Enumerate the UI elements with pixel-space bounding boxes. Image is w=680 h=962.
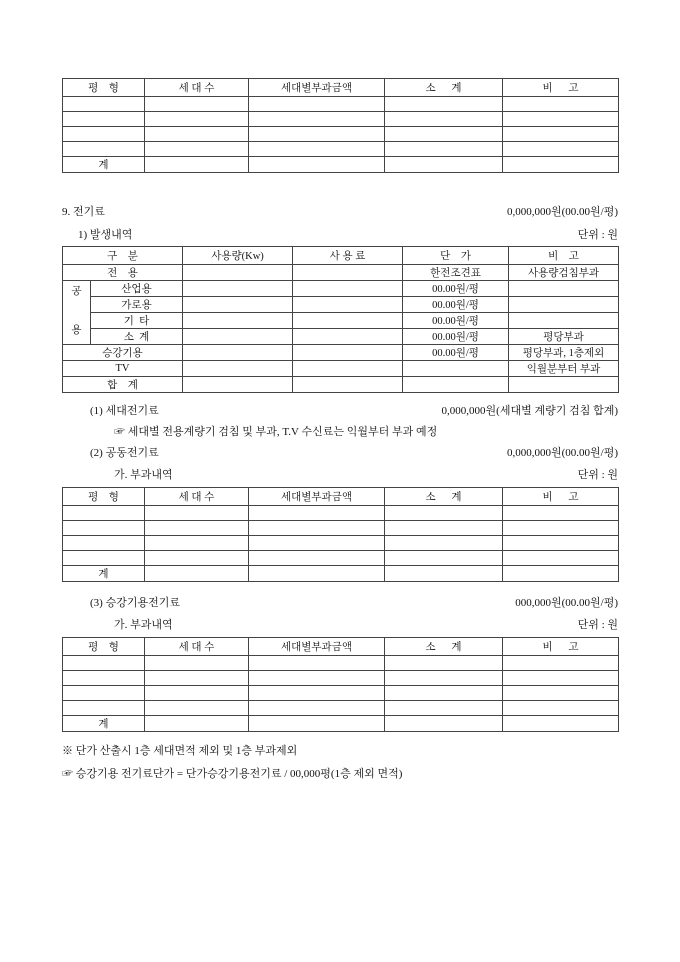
table-header-row — [63, 488, 619, 506]
total-label-cell: 계 — [63, 566, 145, 582]
empty-cell — [503, 536, 619, 551]
row-label-cell: 산업용 — [91, 281, 183, 297]
charge-table-common — [62, 487, 619, 582]
remarks-cell — [509, 377, 619, 393]
empty-cell — [249, 112, 385, 127]
col-header-households: 세 대 수 — [145, 79, 249, 97]
col-header-subtotal: 소 계 — [385, 638, 503, 656]
empty-cell — [249, 671, 385, 686]
usage-cell — [183, 265, 293, 281]
col-header-remarks: 비 고 — [503, 638, 619, 656]
empty-cell — [385, 112, 503, 127]
empty-cell — [63, 671, 145, 686]
empty-cell — [385, 536, 503, 551]
charge-table-top — [62, 78, 619, 173]
row-label-cell: 합 계 — [63, 377, 183, 393]
empty-cell — [385, 656, 503, 671]
col-header-unitprice: 단 가 — [403, 247, 509, 265]
col-header-pyeong: 평 형 — [63, 79, 145, 97]
empty-cell — [249, 701, 385, 716]
footnote-elevator-formula: ☞ 승강기용 전기료단가 = 단가승강기용전기료 / 00,000평(1층 제외 면적) — [62, 768, 403, 780]
empty-cell — [63, 142, 145, 157]
table-row — [63, 521, 619, 536]
empty-cell — [249, 686, 385, 701]
table-row — [63, 701, 619, 716]
col-header-remarks: 비 고 — [509, 247, 619, 265]
elevator-imposition-line — [62, 616, 618, 632]
empty-cell — [385, 686, 503, 701]
electricity-detail-table — [62, 246, 619, 393]
row-exclusive — [63, 265, 619, 281]
col-header-subtotal: 소 계 — [385, 488, 503, 506]
common-group-cell — [63, 281, 91, 345]
remarks-cell — [509, 297, 619, 313]
empty-cell — [145, 506, 249, 521]
empty-cell — [385, 506, 503, 521]
unit-label: 단위 : 원 — [577, 469, 618, 481]
empty-cell — [249, 656, 385, 671]
total-label-cell: 계 — [63, 157, 145, 173]
empty-cell — [249, 716, 385, 732]
fee-cell — [293, 313, 403, 329]
elevator-electricity-amount: 000,000원(00.00원/평) — [515, 597, 618, 609]
empty-cell — [145, 127, 249, 142]
group-bottom-char: 용 — [71, 325, 82, 336]
empty-cell — [249, 142, 385, 157]
table-row — [63, 671, 619, 686]
empty-cell — [503, 97, 619, 112]
household-electricity-note: ☞ 세대별 전용계량기 검침 및 부과, T.V 수신료는 익월부터 부과 예정 — [114, 426, 438, 438]
empty-cell — [145, 157, 249, 173]
unit-label: 단위 : 원 — [577, 619, 618, 631]
household-electricity-line — [62, 402, 618, 418]
empty-cell — [145, 566, 249, 582]
common-imposition-line — [62, 466, 618, 482]
table-row — [63, 97, 619, 112]
empty-cell — [63, 701, 145, 716]
remarks-cell — [509, 281, 619, 297]
fee-cell — [293, 345, 403, 361]
empty-cell — [503, 701, 619, 716]
col-header-fee: 사 용 료 — [293, 247, 403, 265]
empty-cell — [503, 551, 619, 566]
col-header-subtotal: 소 계 — [385, 79, 503, 97]
household-electricity-amount: 0,000,000원(세대별 계량기 검침 합계) — [441, 405, 618, 417]
col-header-remarks: 비 고 — [503, 488, 619, 506]
row-industrial — [63, 281, 619, 297]
table-row — [63, 536, 619, 551]
unitprice-cell: 00.00원/평 — [403, 313, 509, 329]
household-electricity-label: (1) 세대전기료 — [90, 405, 159, 417]
fee-cell — [293, 297, 403, 313]
section-amount: 0,000,000원(00.00원/평) — [506, 206, 618, 218]
usage-cell — [183, 361, 293, 377]
elevator-electricity-label: (3) 승강기용전기료 — [90, 597, 180, 609]
common-imposition-label: 가. 부과내역 — [114, 469, 173, 481]
empty-cell — [249, 157, 385, 173]
empty-cell — [63, 686, 145, 701]
empty-cell — [63, 127, 145, 142]
unit-label: 단위 : 원 — [577, 229, 618, 241]
empty-cell — [503, 112, 619, 127]
empty-cell — [503, 521, 619, 536]
section-electricity-line — [62, 203, 618, 219]
empty-cell — [385, 157, 503, 173]
empty-cell — [145, 112, 249, 127]
empty-cell — [385, 521, 503, 536]
empty-cell — [503, 157, 619, 173]
common-group-label — [65, 281, 88, 339]
common-electricity-amount: 0,000,000원(00.00원/평) — [506, 447, 618, 459]
row-tv — [63, 361, 619, 377]
section-title: 9. 전기료 — [62, 206, 105, 218]
col-header-category: 구 분 — [63, 247, 183, 265]
row-street — [63, 297, 619, 313]
occurrence-detail-line — [62, 226, 618, 242]
usage-cell — [183, 297, 293, 313]
unitprice-cell: 00.00원/평 — [403, 345, 509, 361]
fee-cell — [293, 281, 403, 297]
col-header-households: 세 대 수 — [145, 638, 249, 656]
common-electricity-line — [62, 444, 618, 460]
empty-cell — [145, 716, 249, 732]
empty-cell — [145, 701, 249, 716]
table-header-row — [63, 79, 619, 97]
footnote-exclusion: ※ 단가 산출시 1층 세대면적 제외 및 1층 부과제외 — [62, 745, 298, 757]
empty-cell — [503, 716, 619, 732]
empty-cell — [385, 97, 503, 112]
empty-cell — [145, 686, 249, 701]
unitprice-cell — [403, 361, 509, 377]
unitprice-cell — [403, 377, 509, 393]
row-elevator — [63, 345, 619, 361]
row-label-cell: TV — [63, 361, 183, 377]
fee-cell — [293, 361, 403, 377]
empty-cell — [385, 142, 503, 157]
row-label-cell: 승강기용 — [63, 345, 183, 361]
row-label-cell: 전 용 — [63, 265, 183, 281]
elevator-electricity-line — [62, 594, 618, 610]
usage-cell — [183, 329, 293, 345]
empty-cell — [63, 506, 145, 521]
charge-table-elevator — [62, 637, 619, 732]
elevator-imposition-label: 가. 부과내역 — [114, 619, 173, 631]
row-grand-total — [63, 377, 619, 393]
row-etc — [63, 313, 619, 329]
col-header-pyeong: 평 형 — [63, 638, 145, 656]
fee-cell — [293, 329, 403, 345]
common-electricity-label: (2) 공동전기료 — [90, 447, 159, 459]
empty-cell — [63, 521, 145, 536]
empty-cell — [503, 671, 619, 686]
col-header-amount-per-household: 세대별부과금액 — [249, 488, 385, 506]
group-top-char: 공 — [71, 286, 82, 297]
empty-cell — [249, 521, 385, 536]
empty-cell — [63, 97, 145, 112]
usage-cell — [183, 377, 293, 393]
unitprice-cell: 한전조견표 — [403, 265, 509, 281]
empty-cell — [249, 566, 385, 582]
total-row — [63, 716, 619, 732]
fee-cell — [293, 265, 403, 281]
row-label-cell: 기 타 — [91, 313, 183, 329]
table-row — [63, 686, 619, 701]
row-subtotal — [63, 329, 619, 345]
empty-cell — [385, 551, 503, 566]
col-header-remarks: 비 고 — [503, 79, 619, 97]
empty-cell — [145, 97, 249, 112]
empty-cell — [145, 521, 249, 536]
table-row — [63, 142, 619, 157]
empty-cell — [385, 671, 503, 686]
row-label-cell: 소 계 — [91, 329, 183, 345]
empty-cell — [145, 671, 249, 686]
unitprice-cell: 00.00원/평 — [403, 297, 509, 313]
empty-cell — [503, 127, 619, 142]
empty-cell — [385, 127, 503, 142]
empty-cell — [503, 686, 619, 701]
empty-cell — [145, 551, 249, 566]
empty-cell — [145, 656, 249, 671]
remarks-cell — [509, 313, 619, 329]
remarks-cell: 평당부과 — [509, 329, 619, 345]
col-header-pyeong: 평 형 — [63, 488, 145, 506]
total-label-cell: 계 — [63, 716, 145, 732]
empty-cell — [503, 656, 619, 671]
total-row — [63, 566, 619, 582]
unitprice-cell: 00.00원/평 — [403, 281, 509, 297]
occurrence-detail-title: 1) 발생내역 — [78, 229, 133, 241]
empty-cell — [249, 97, 385, 112]
col-header-households: 세 대 수 — [145, 488, 249, 506]
empty-cell — [63, 536, 145, 551]
total-row — [63, 157, 619, 173]
usage-cell — [183, 313, 293, 329]
empty-cell — [145, 536, 249, 551]
empty-cell — [249, 506, 385, 521]
table-row — [63, 551, 619, 566]
fee-cell — [293, 377, 403, 393]
remarks-cell: 익월분부터 부과 — [509, 361, 619, 377]
empty-cell — [63, 112, 145, 127]
empty-cell — [503, 142, 619, 157]
table-row — [63, 112, 619, 127]
col-header-amount-per-household: 세대별부과금액 — [249, 638, 385, 656]
empty-cell — [385, 716, 503, 732]
usage-cell — [183, 281, 293, 297]
empty-cell — [249, 127, 385, 142]
empty-cell — [249, 551, 385, 566]
table-row — [63, 127, 619, 142]
empty-cell — [249, 536, 385, 551]
row-label-cell: 가로용 — [91, 297, 183, 313]
empty-cell — [145, 142, 249, 157]
table-row — [63, 656, 619, 671]
remarks-cell: 평당부과, 1층제외 — [509, 345, 619, 361]
table-row — [63, 506, 619, 521]
empty-cell — [503, 566, 619, 582]
empty-cell — [503, 506, 619, 521]
col-header-amount-per-household: 세대별부과금액 — [249, 79, 385, 97]
table-header-row — [63, 247, 619, 265]
remarks-cell: 사용량검침부과 — [509, 265, 619, 281]
empty-cell — [385, 566, 503, 582]
empty-cell — [63, 656, 145, 671]
usage-cell — [183, 345, 293, 361]
empty-cell — [63, 551, 145, 566]
table-header-row — [63, 638, 619, 656]
col-header-usage: 사용량(Kw) — [183, 247, 293, 265]
empty-cell — [385, 701, 503, 716]
unitprice-cell: 00.00원/평 — [403, 329, 509, 345]
